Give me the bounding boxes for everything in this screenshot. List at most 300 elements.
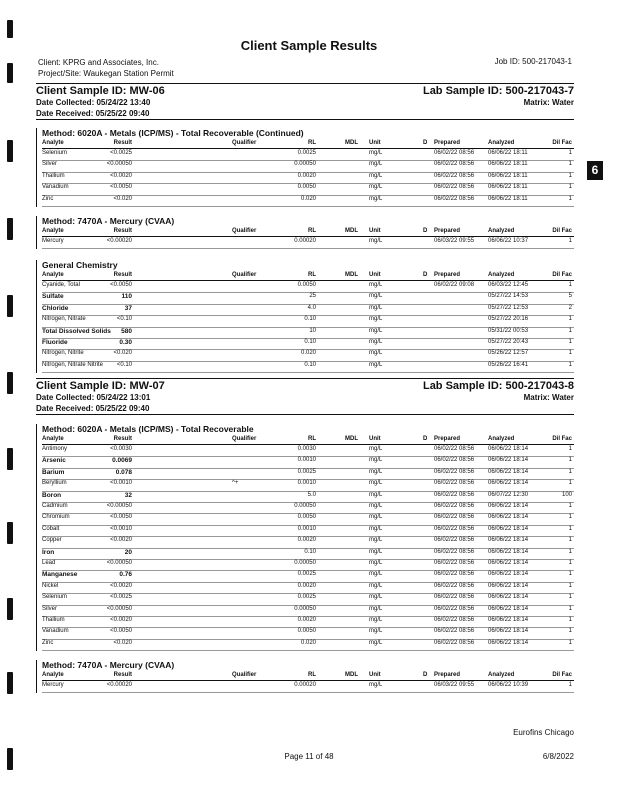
column-header-analyzed: Analyzed	[488, 140, 515, 146]
client-sample-id: Client Sample ID: MW-06	[36, 85, 165, 97]
cell-result: <0.00050	[106, 605, 132, 612]
cell-unit: mg/L	[369, 682, 383, 688]
column-header-d: D	[423, 672, 428, 678]
method-title: Method: 7470A - Mercury (CVAA)	[42, 660, 175, 670]
cell-unit: mg/L	[369, 582, 383, 589]
cell-result: <0.10	[116, 361, 132, 368]
column-header-rl: RL	[308, 140, 316, 146]
cell-result: <0.020	[113, 195, 132, 202]
column-header-analyte: Analyte	[42, 272, 64, 278]
column-header-prepared: Prepared	[434, 436, 461, 442]
cell-prep: 06/02/22 08:56	[434, 628, 475, 635]
cell-result: <0.020	[113, 639, 132, 646]
cell-dil: 1	[568, 582, 572, 589]
cell-unit: mg/L	[369, 304, 383, 311]
cell-analyte: Zinc	[42, 639, 54, 646]
cell-dil: 1	[568, 571, 572, 578]
cell-unit: mg/L	[369, 617, 383, 623]
cell-dil: 5	[568, 293, 572, 300]
cell-prep: 06/02/22 08:56	[434, 446, 475, 452]
column-header-analyte: Analyte	[42, 228, 64, 234]
cell-dil: 1	[568, 639, 572, 646]
cell-unit: mg/L	[369, 548, 383, 555]
cell-dil: 1	[568, 361, 572, 368]
column-header-result: Result	[113, 436, 132, 442]
binder-mark	[7, 372, 13, 394]
method-block	[36, 660, 575, 693]
matrix: Matrix: Water	[523, 98, 574, 107]
cell-unit: mg/L	[369, 316, 383, 323]
cell-unit: mg/L	[369, 571, 383, 578]
report-date: 6/8/2022	[542, 752, 574, 761]
cell-anl: 06/06/22 18:14	[488, 446, 529, 452]
binder-mark	[7, 448, 13, 470]
client-sample-id: Client Sample ID: MW-07	[36, 380, 165, 392]
header-left	[38, 57, 174, 79]
cell-rl: 0.0020	[297, 582, 316, 589]
cell-unit: mg/L	[369, 468, 383, 475]
column-header-qualifier: Qualifier	[232, 228, 257, 234]
cell-analyte: Lead	[42, 560, 56, 566]
cell-unit: mg/L	[369, 195, 383, 202]
cell-result: <0.0020	[110, 617, 132, 623]
cell-result: <0.0020	[110, 537, 132, 544]
column-header-row	[42, 271, 574, 281]
cell-dil: 1	[568, 682, 572, 688]
cell-result: <0.00020	[106, 238, 132, 244]
column-header-unit: Unit	[369, 272, 381, 278]
binder-mark	[7, 140, 13, 162]
cell-dil: 1	[568, 525, 572, 532]
cell-prep: 06/02/22 08:56	[434, 184, 475, 191]
cell-anl: 06/06/22 18:14	[488, 617, 529, 623]
cell-prep: 06/02/22 08:56	[434, 457, 475, 464]
table-row	[42, 195, 574, 207]
cell-dil: 1	[568, 594, 572, 601]
column-header-analyzed: Analyzed	[488, 436, 515, 442]
cell-prep: 06/02/22 08:56	[434, 161, 475, 168]
cell-rl: 0.0020	[297, 172, 316, 179]
cell-rl: 0.10	[304, 339, 316, 345]
cell-rl: 0.0025	[297, 571, 316, 578]
cell-rl: 0.0025	[297, 594, 316, 601]
cell-rl: 0.0050	[297, 514, 316, 521]
cell-anl: 06/06/22 18:14	[488, 560, 529, 566]
column-header-d: D	[423, 140, 428, 146]
cell-rl: 0.0050	[297, 282, 316, 288]
cell-dil: 1	[568, 350, 572, 357]
cell-prep: 06/02/22 08:56	[434, 639, 475, 646]
cell-unit: mg/L	[369, 172, 383, 179]
cell-dil: 1	[568, 548, 572, 555]
cell-unit: mg/L	[369, 327, 383, 334]
cell-anl: 05/26/22 12:57	[488, 350, 529, 357]
binder-mark	[7, 218, 13, 240]
cell-dil: 1	[568, 560, 572, 566]
cell-prep: 06/02/22 08:56	[434, 617, 475, 623]
method-title: Method: 6020A - Metals (ICP/MS) - Total Recoverable (Continued)	[42, 128, 304, 138]
cell-anl: 05/26/22 16:41	[488, 361, 529, 368]
lab-sample-id: Lab Sample ID: 500-217043-7	[422, 85, 574, 97]
cell-rl: 5.0	[307, 491, 316, 498]
cell-result: <0.00050	[106, 161, 132, 168]
cell-rl: 0.00050	[294, 161, 316, 168]
header-divider	[36, 414, 574, 415]
column-header-row	[42, 671, 574, 681]
cell-dil: 1	[568, 480, 572, 487]
cell-anl: 05/27/22 14:53	[488, 293, 529, 300]
cell-anl: 05/31/22 00:53	[488, 327, 529, 334]
column-header-mdl: MDL	[345, 228, 358, 234]
cell-result: <0.0050	[110, 282, 132, 288]
column-header-analyte: Analyte	[42, 672, 64, 678]
page-title: Client Sample Results	[240, 38, 378, 53]
cell-analyte: Nitrogen, Nitrite	[42, 350, 84, 357]
date-collected: Date Collected: 05/24/22 13:01	[36, 393, 151, 402]
column-header-row	[42, 435, 574, 445]
cell-unit: mg/L	[369, 161, 383, 168]
column-header-mdl: MDL	[345, 140, 358, 146]
cell-rl: 0.10	[304, 548, 316, 555]
cell-anl: 06/06/22 18:11	[488, 161, 528, 168]
column-header-row	[42, 139, 574, 149]
cell-prep: 06/02/22 08:56	[434, 503, 475, 509]
table-row	[42, 361, 574, 373]
cell-dil: 1	[568, 605, 572, 612]
cell-prep: 06/03/22 09:55	[434, 238, 475, 244]
cell-unit: mg/L	[369, 628, 383, 635]
column-header-row	[42, 227, 574, 237]
column-header-mdl: MDL	[345, 272, 358, 278]
cell-rl: 0.00050	[294, 503, 316, 509]
cell-anl: 06/06/22 18:14	[488, 503, 529, 509]
method-block	[36, 260, 575, 373]
cell-result: <0.0050	[110, 628, 132, 635]
cell-rl: 0.0010	[297, 457, 316, 464]
column-header-qualifier: Qualifier	[232, 140, 257, 146]
cell-anl: 06/06/22 18:11	[488, 184, 528, 191]
cell-result: 0.078	[115, 468, 132, 476]
cell-analyte: Thallium	[42, 617, 65, 623]
cell-anl: 06/06/22 18:14	[488, 514, 529, 521]
cell-unit: mg/L	[369, 238, 383, 244]
cell-analyte: Vanadium	[42, 628, 69, 635]
binder-mark	[7, 295, 13, 317]
method-title: Method: 6020A - Metals (ICP/MS) - Total Recoverable	[42, 424, 254, 434]
cell-result: 32	[124, 491, 132, 499]
cell-analyte: Sulfate	[42, 293, 64, 301]
cell-rl: 0.0020	[297, 537, 316, 544]
cell-analyte: Vanadium	[42, 184, 69, 191]
cell-analyte: Cyanide, Total	[42, 282, 80, 288]
method-block	[36, 216, 575, 249]
column-header-dil: Dil Fac	[552, 436, 572, 442]
cell-prep: 06/02/22 08:56	[434, 605, 475, 612]
cell-prep: 06/02/22 08:56	[434, 594, 475, 601]
cell-prep: 06/02/22 08:56	[434, 548, 475, 555]
cell-dil: 1	[568, 238, 572, 244]
cell-unit: mg/L	[369, 150, 383, 156]
cell-rl: 0.0050	[297, 184, 316, 191]
cell-anl: 06/06/22 18:11	[488, 172, 528, 179]
cell-anl: 06/06/22 18:14	[488, 582, 529, 589]
cell-analyte: Copper	[42, 537, 62, 544]
binder-mark	[7, 63, 13, 83]
binder-mark	[7, 672, 13, 694]
cell-prep: 06/02/22 08:56	[434, 195, 475, 202]
cell-anl: 06/06/22 10:37	[488, 238, 529, 244]
cell-dil: 1	[568, 184, 572, 191]
cell-dil: 2	[568, 304, 572, 311]
binder-mark	[7, 522, 13, 544]
cell-rl: 0.0025	[297, 150, 316, 156]
cell-dil: 1	[568, 316, 572, 323]
method-title: General Chemistry	[42, 260, 118, 270]
cell-dil: 1	[568, 161, 572, 168]
cell-anl: 06/06/22 18:14	[488, 457, 529, 464]
column-header-analyte: Analyte	[42, 436, 64, 442]
cell-analyte: Mercury	[42, 682, 64, 688]
column-header-analyte: Analyte	[42, 140, 64, 146]
cell-unit: mg/L	[369, 457, 383, 464]
cell-rl: 0.00050	[294, 560, 316, 566]
cell-dil: 1	[568, 468, 572, 475]
column-header-qualifier: Qualifier	[232, 672, 257, 678]
column-header-prepared: Prepared	[434, 272, 461, 278]
cell-anl: 05/27/22 12:53	[488, 304, 529, 311]
cell-unit: mg/L	[369, 184, 383, 191]
column-header-qualifier: Qualifier	[232, 272, 257, 278]
cell-q: ^+	[232, 480, 239, 487]
cell-analyte: Boron	[42, 491, 62, 499]
cell-result: <0.0010	[110, 525, 132, 532]
cell-unit: mg/L	[369, 446, 383, 452]
cell-dil: 1	[568, 628, 572, 635]
lab-name: Eurofins Chicago	[513, 728, 574, 737]
cell-result: <0.00050	[106, 560, 132, 566]
column-header-result: Result	[113, 228, 132, 234]
cell-anl: 06/07/22 12:30	[488, 491, 529, 498]
cell-analyte: Arsenic	[42, 457, 66, 465]
column-header-mdl: MDL	[345, 436, 358, 442]
date-received: Date Received: 05/25/22 09:40	[36, 404, 150, 413]
cell-result: <0.0020	[110, 582, 132, 589]
column-header-prepared: Prepared	[434, 228, 461, 234]
cell-analyte: Barium	[42, 468, 65, 476]
cell-anl: 06/06/22 18:11	[488, 150, 528, 156]
column-header-rl: RL	[308, 228, 316, 234]
cell-analyte: Selenium	[42, 594, 68, 601]
cell-analyte: Thallium	[42, 172, 65, 179]
cell-anl: 06/06/22 18:14	[488, 525, 529, 532]
cell-prep: 06/02/22 08:56	[434, 468, 475, 475]
cell-analyte: Silver	[42, 161, 58, 168]
cell-analyte: Fluoride	[42, 339, 68, 346]
column-header-analyzed: Analyzed	[488, 272, 515, 278]
cell-prep: 06/02/22 08:56	[434, 514, 475, 521]
cell-result: 20	[124, 548, 132, 556]
cell-analyte: Nitrogen, Nitrate	[42, 316, 86, 323]
cell-prep: 06/02/22 08:56	[434, 571, 475, 578]
cell-result: 580	[121, 327, 132, 335]
cell-result: 0.0069	[112, 457, 132, 465]
cell-prep: 06/02/22 08:56	[434, 582, 475, 589]
cell-prep: 06/02/22 08:56	[434, 172, 475, 179]
cell-anl: 06/06/22 10:39	[488, 682, 529, 688]
cell-analyte: Nickel	[42, 582, 59, 589]
cell-dil: 1	[568, 339, 572, 345]
cell-unit: mg/L	[369, 537, 383, 544]
cell-anl: 06/06/22 18:14	[488, 548, 529, 555]
cell-result: <0.0025	[110, 594, 132, 601]
cell-rl: 0.0020	[297, 617, 316, 623]
cell-rl: 0.020	[300, 195, 316, 202]
cell-rl: 4.0	[307, 304, 316, 311]
cell-rl: 0.020	[300, 350, 316, 357]
cell-analyte: Total Dissolved Solids	[42, 327, 111, 335]
cell-result: <0.020	[113, 350, 132, 357]
column-header-rl: RL	[308, 436, 316, 442]
column-header-dil: Dil Fac	[552, 272, 572, 278]
job-id: Job ID: 500-217043-1	[494, 57, 572, 66]
cell-anl: 06/06/22 18:14	[488, 628, 529, 635]
cell-analyte: Chloride	[42, 304, 69, 312]
cell-prep: 06/02/22 08:56	[434, 560, 475, 566]
client-name: Client: KPRG and Associates, Inc.	[38, 58, 159, 67]
binder-mark	[7, 20, 13, 38]
cell-rl: 0.0010	[297, 480, 316, 487]
cell-analyte: Cobalt	[42, 525, 60, 532]
cell-result: <0.10	[116, 316, 132, 323]
cell-unit: mg/L	[369, 503, 383, 509]
method-block	[36, 128, 575, 207]
cell-dil: 1	[568, 282, 572, 288]
sample-header	[36, 378, 574, 413]
column-header-analyzed: Analyzed	[488, 672, 515, 678]
cell-unit: mg/L	[369, 293, 383, 300]
cell-rl: 0.020	[300, 639, 316, 646]
cell-unit: mg/L	[369, 560, 383, 566]
cell-anl: 06/06/22 18:14	[488, 639, 529, 646]
column-header-result: Result	[113, 672, 132, 678]
column-header-unit: Unit	[369, 140, 381, 146]
cell-result: <0.00020	[106, 682, 132, 688]
cell-rl: 0.0030	[297, 446, 316, 452]
table-row	[42, 681, 574, 693]
cell-dil: 1	[568, 514, 572, 521]
column-header-prepared: Prepared	[434, 672, 461, 678]
section-tab: 6	[587, 161, 603, 180]
cell-unit: mg/L	[369, 605, 383, 612]
column-header-dil: Dil Fac	[552, 672, 572, 678]
method-title: Method: 7470A - Mercury (CVAA)	[42, 216, 175, 226]
matrix: Matrix: Water	[523, 393, 574, 402]
column-header-d: D	[423, 436, 428, 442]
cell-dil: 1	[568, 150, 572, 156]
cell-unit: mg/L	[369, 282, 383, 288]
cell-dil: 1	[568, 457, 572, 464]
cell-anl: 06/06/22 18:14	[488, 605, 529, 612]
cell-rl: 0.0010	[297, 525, 316, 532]
cell-analyte: Mercury	[42, 238, 64, 244]
column-header-result: Result	[113, 272, 132, 278]
cell-result: <0.0050	[110, 514, 132, 521]
cell-result: <0.0050	[110, 184, 132, 191]
table-row	[42, 639, 574, 651]
cell-dil: 1	[568, 195, 572, 202]
cell-prep: 06/03/22 09:55	[434, 682, 475, 688]
cell-unit: mg/L	[369, 491, 383, 498]
cell-result: 110	[121, 293, 132, 301]
column-header-rl: RL	[308, 672, 316, 678]
cell-dil: 100	[561, 491, 572, 498]
column-header-analyzed: Analyzed	[488, 228, 515, 234]
date-received: Date Received: 05/25/22 09:40	[36, 109, 150, 118]
column-header-unit: Unit	[369, 672, 381, 678]
date-collected: Date Collected: 05/24/22 13:40	[36, 98, 151, 107]
cell-rl: 0.10	[304, 316, 316, 323]
cell-analyte: Antimony	[42, 446, 68, 452]
cell-analyte: Beryllium	[42, 480, 67, 487]
cell-rl: 0.10	[304, 361, 316, 368]
cell-unit: mg/L	[369, 361, 383, 368]
column-header-dil: Dil Fac	[552, 228, 572, 234]
cell-anl: 06/06/22 18:11	[488, 195, 528, 202]
project-site: Project/Site: Waukegan Station Permit	[38, 69, 174, 78]
column-header-dil: Dil Fac	[552, 140, 572, 146]
column-header-result: Result	[113, 140, 132, 146]
page-number: Page 11 of 48	[284, 752, 334, 761]
column-header-d: D	[423, 272, 428, 278]
cell-analyte: Zinc	[42, 195, 54, 202]
lab-sample-id: Lab Sample ID: 500-217043-8	[422, 380, 574, 392]
cell-unit: mg/L	[369, 594, 383, 601]
column-header-rl: RL	[308, 272, 316, 278]
cell-analyte: Cadmium	[42, 503, 68, 509]
cell-analyte: Nitrogen, Nitrate Nitrite	[42, 361, 104, 368]
cell-dil: 1	[568, 503, 572, 509]
table-row	[42, 237, 574, 249]
cell-anl: 05/27/22 20:16	[488, 316, 529, 323]
binder-mark	[7, 598, 13, 620]
method-block	[36, 424, 575, 651]
cell-rl: 0.00050	[294, 605, 316, 612]
column-header-unit: Unit	[369, 228, 381, 234]
cell-unit: mg/L	[369, 350, 383, 357]
column-header-qualifier: Qualifier	[232, 436, 257, 442]
cell-anl: 06/06/22 18:14	[488, 468, 529, 475]
cell-result: <0.0020	[110, 172, 132, 179]
cell-dil: 1	[568, 327, 572, 334]
column-header-d: D	[423, 228, 428, 234]
cell-anl: 06/06/22 18:14	[488, 537, 529, 544]
cell-result: <0.0010	[110, 480, 132, 487]
cell-rl: 0.00020	[294, 238, 316, 244]
cell-analyte: Selenium	[42, 150, 68, 156]
cell-prep: 06/02/22 09:08	[434, 282, 475, 288]
cell-result: <0.0025	[110, 150, 132, 156]
cell-anl: 06/03/22 12:45	[488, 282, 529, 288]
cell-rl: 0.0050	[297, 628, 316, 635]
cell-analyte: Iron	[42, 548, 55, 556]
cell-result: <0.00050	[106, 503, 132, 509]
cell-result: <0.0030	[110, 446, 132, 452]
sample-header	[36, 83, 574, 118]
cell-prep: 06/02/22 08:56	[434, 537, 475, 544]
cell-dil: 1	[568, 172, 572, 179]
cell-result: 0.76	[119, 571, 132, 579]
header-divider	[36, 119, 574, 120]
